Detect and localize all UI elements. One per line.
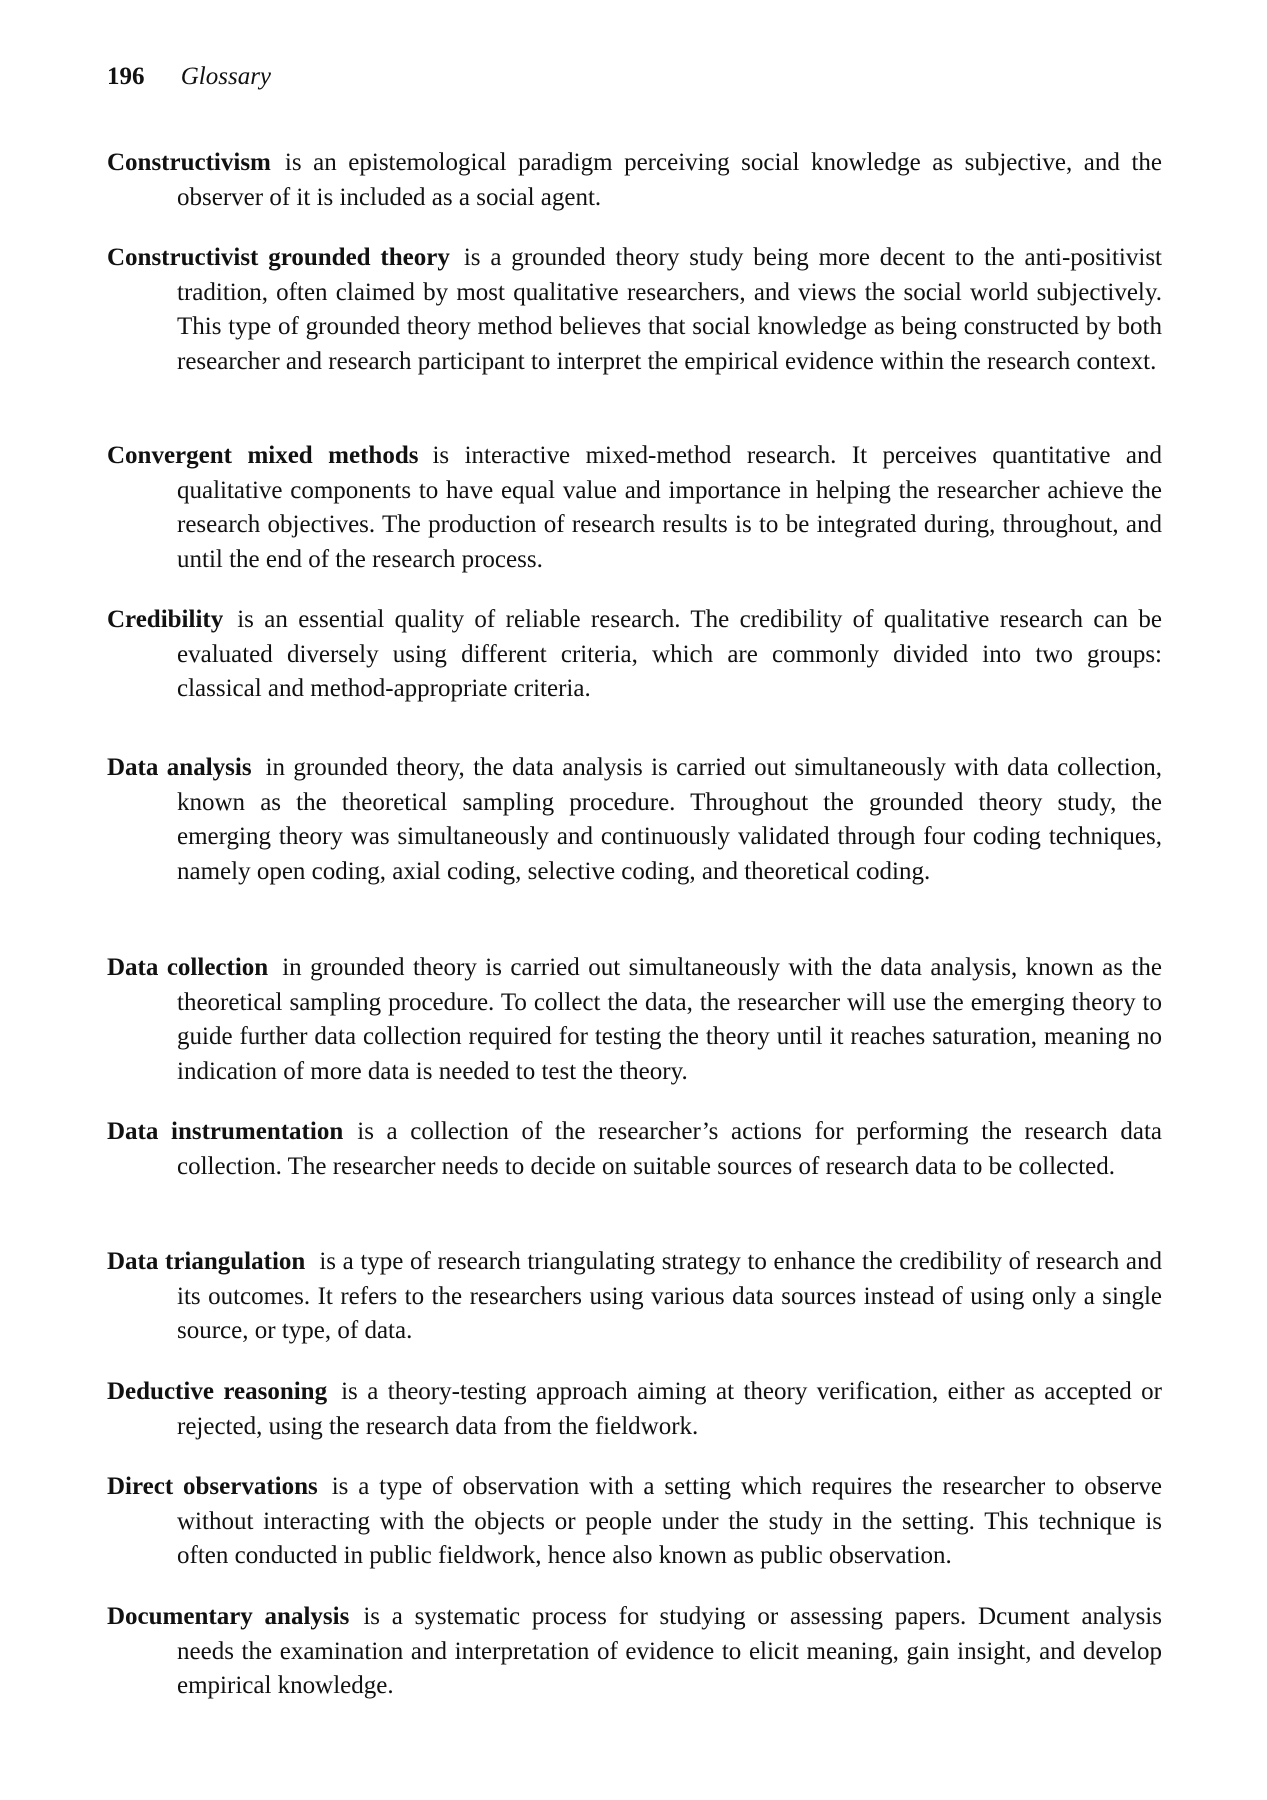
glossary-entry-constructivist-grounded-theory [107, 241, 1162, 379]
glossary-term: Credibility [107, 606, 224, 633]
glossary-entry-data-instrumentation [107, 1115, 1162, 1184]
glossary-entry-deductive-reasoning [107, 1375, 1162, 1444]
glossary-entry-data-triangulation [107, 1245, 1162, 1349]
glossary-definition: is interactive mixed-method research. It perceives quantitative and qualitative components to have equal value and importance in helping the researcher achieve the research objectives. The production of research results is to be integrated during, throughout, and until the end of the research process. [177, 442, 1162, 573]
glossary-definition: in grounded theory is carried out simultaneously with the data analysis, known as the theoretical sampling procedure. To collect the data, the researcher will use the emerging theory to guide further data collection required for testing the theory until it reaches saturation, meaning no indication of more data is needed to test the theory. [177, 954, 1162, 1085]
glossary-definition: is a collection of the researcher’s actions for performing the research data collection. The researcher needs to decide on suitable sources of research data to be collected. [177, 1118, 1163, 1180]
glossary-term: Constructivist grounded theory [107, 244, 450, 271]
glossary-term: Constructivism [107, 149, 271, 176]
glossary-term: Deductive reasoning [107, 1378, 328, 1405]
glossary-term: Documentary analysis [107, 1603, 350, 1630]
glossary-term: Direct observations [107, 1473, 318, 1500]
glossary-definition: is a type of observation with a setting which requires the researcher to observe without interacting with the objects or people under the study in the setting. This technique is often conducted in public fieldwork, hence also known as public observation. [177, 1473, 1162, 1569]
page-header [107, 62, 271, 92]
glossary-definition: is a type of research triangulating strategy to enhance the credibility of research and its outcomes. It refers to the researchers using various data sources instead of using only a single source, or type, of data. [177, 1248, 1163, 1344]
glossary-entry-constructivism [107, 146, 1162, 215]
page-number: 196 [107, 63, 145, 90]
glossary-definition: is a systematic process for studying or assessing papers. Dcument analysis needs the examination and interpretation of evidence to elicit meaning, gain insight, and develop empirical knowledge. [177, 1603, 1162, 1699]
glossary-entry-data-collection [107, 951, 1162, 1089]
glossary-term: Data instrumentation [107, 1118, 344, 1145]
glossary-entry-data-analysis [107, 751, 1162, 889]
glossary-definition: is an essential quality of reliable research. The credibility of qualitative research can be evaluated diversely using different criteria, which are commonly divided into two groups: classical and method-appropriate criteria. [177, 606, 1162, 702]
glossary-definition: is a grounded theory study being more decent to the anti-positivist tradition, often claimed by most qualitative researchers, and views the social world subjectively. This type of grounded theory method believes that social knowledge as being constructed by both researcher and research participant to interpret the empirical evidence within the research context. [177, 244, 1162, 375]
glossary-term: Data collection [107, 954, 269, 981]
running-title: Glossary [180, 63, 272, 90]
glossary-term: Data analysis [107, 754, 252, 781]
glossary-term: Data triangulation [107, 1248, 306, 1275]
glossary-definition: is a theory-testing approach aiming at theory verification, either as accepted or rejected, using the research data from the fieldwork. [177, 1378, 1162, 1440]
glossary-term: Convergent mixed methods [107, 442, 419, 469]
glossary-entry-documentary-analysis [107, 1600, 1162, 1704]
glossary-definition: is an epistemological paradigm perceiving social knowledge as subjective, and the observer of it is included as a social agent. [177, 149, 1162, 211]
glossary-entry-credibility [107, 603, 1162, 707]
glossary-definition: in grounded theory, the data analysis is carried out simultaneously with data collection, known as the theoretical sampling procedure. Throughout the grounded theory study, the emerging theory was simultaneously and continuously validated through four coding techniques, namely open coding, axial coding, selective coding, and theoretical coding. [177, 754, 1162, 885]
glossary-entry-direct-observations [107, 1470, 1162, 1574]
glossary-entry-convergent-mixed-methods [107, 439, 1162, 577]
